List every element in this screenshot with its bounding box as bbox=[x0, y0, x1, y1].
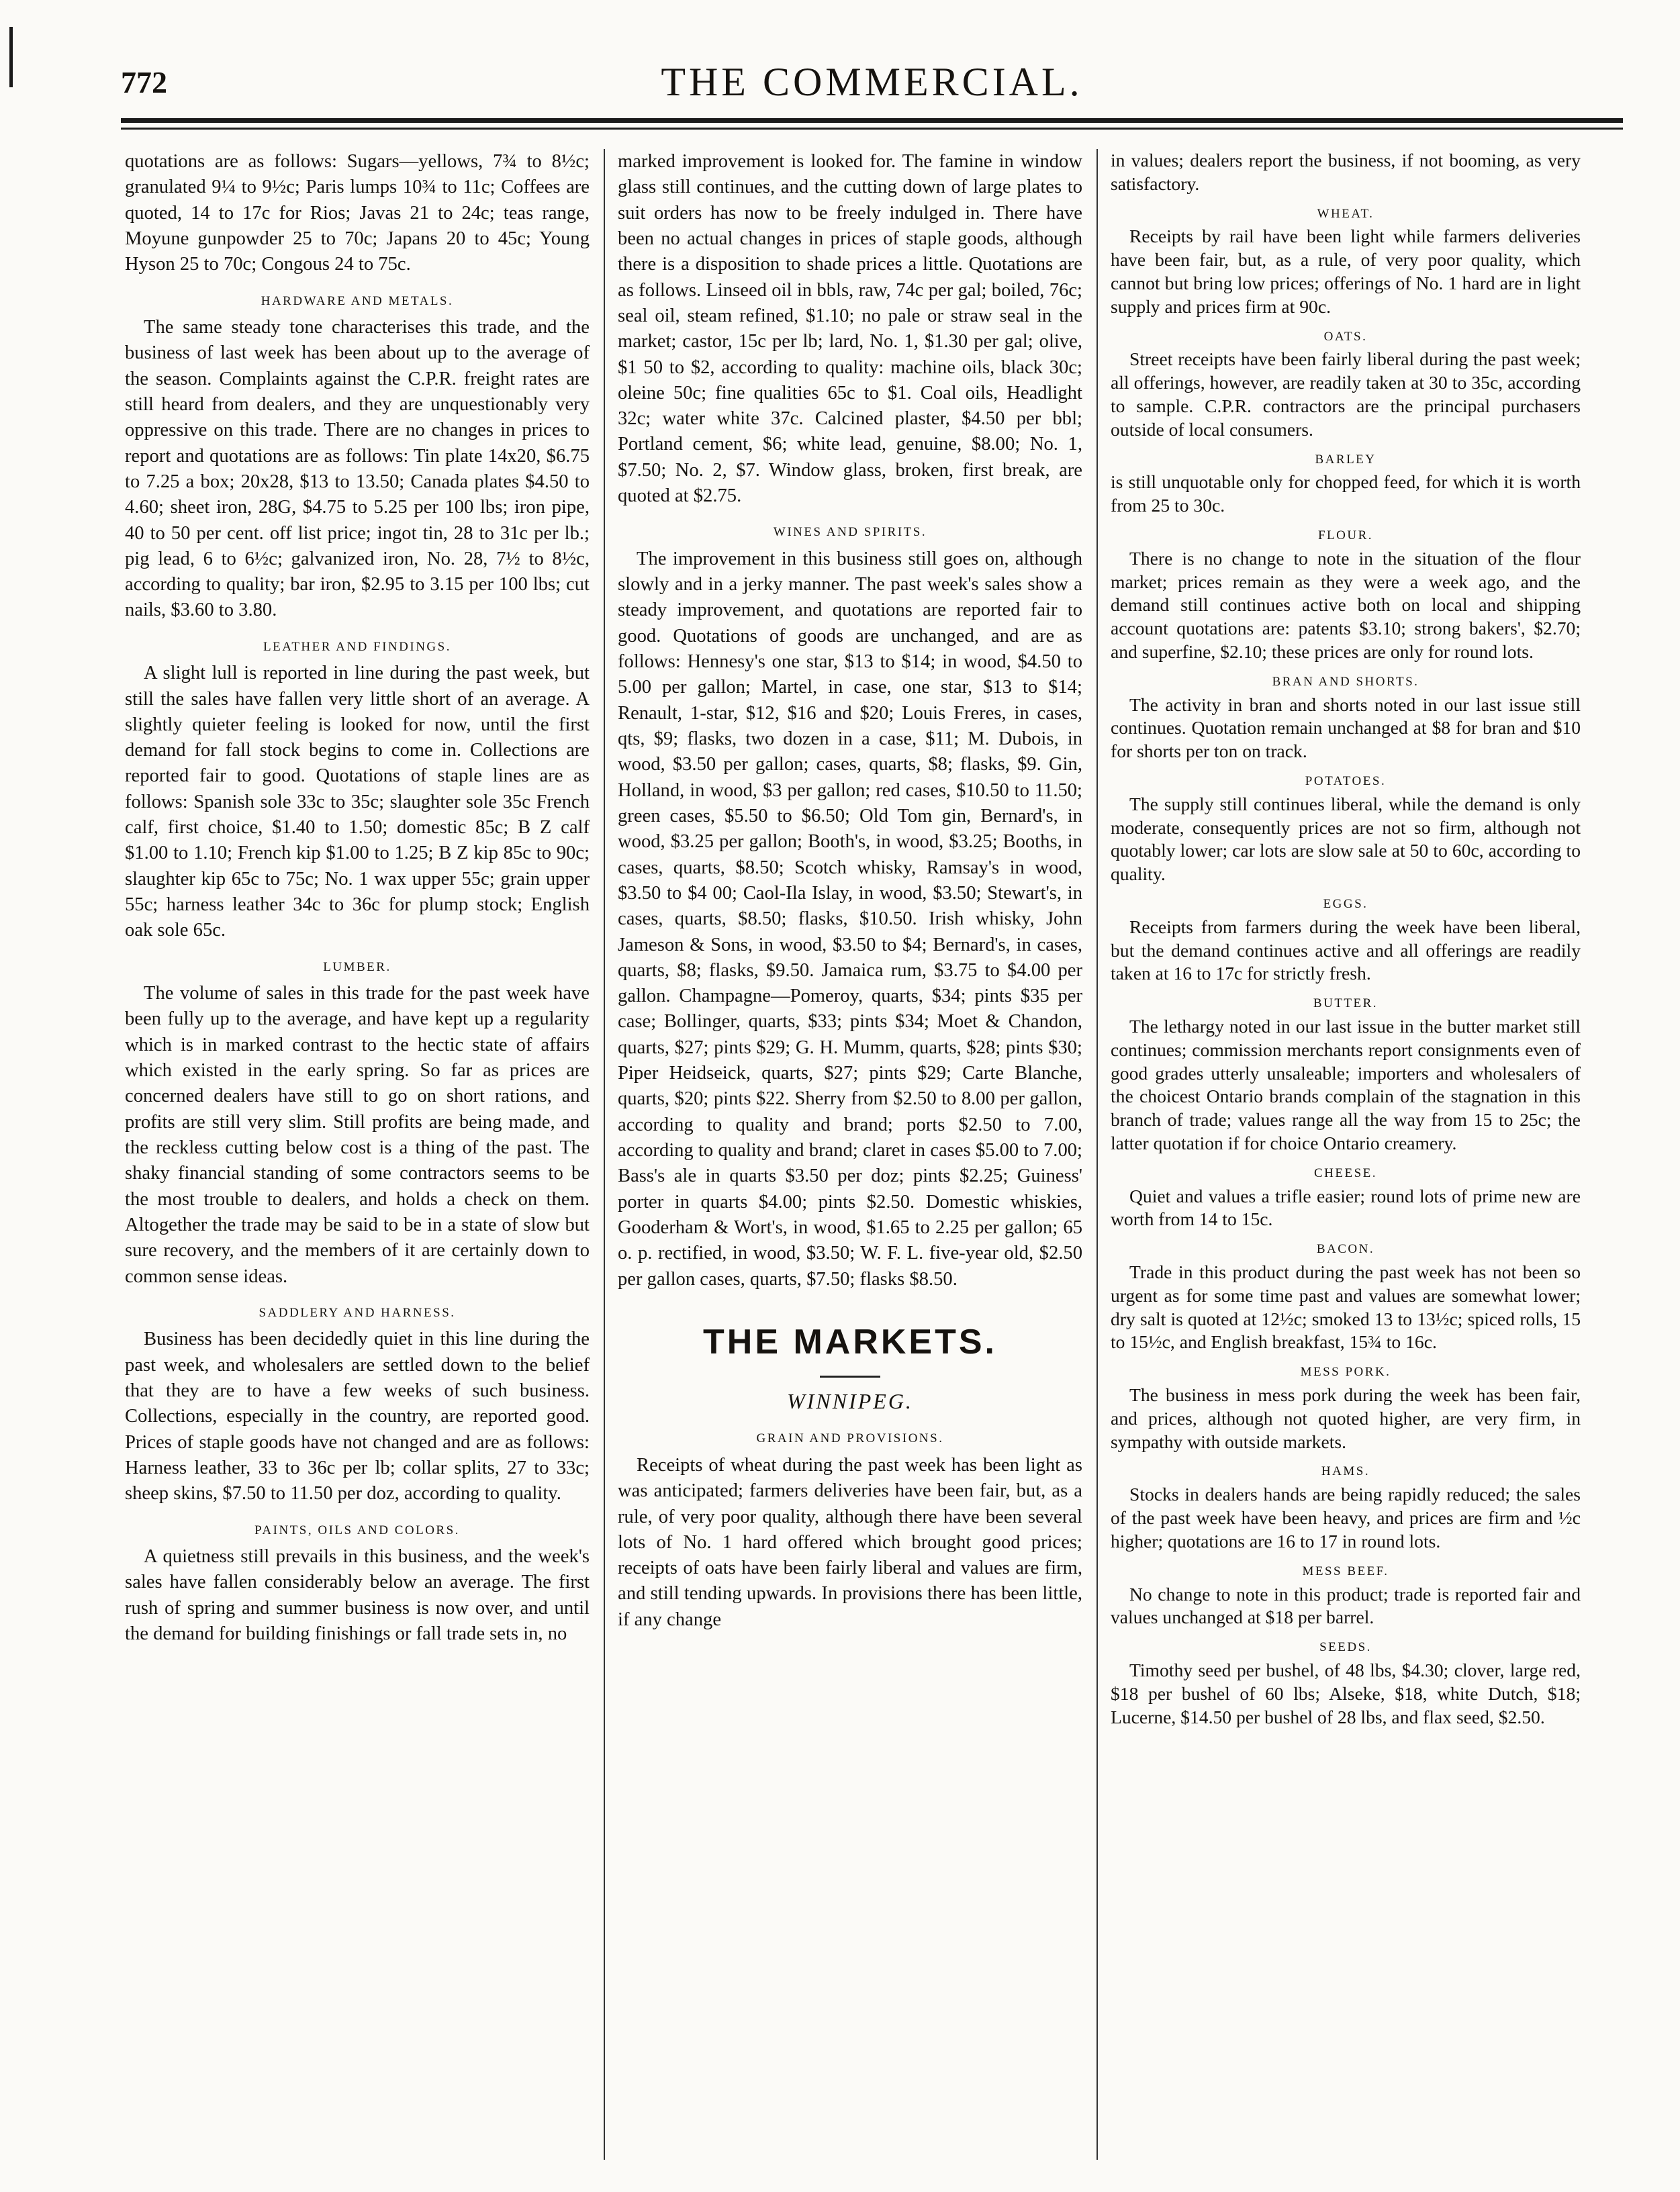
section-heading: GRAIN AND PROVISIONS. bbox=[756, 1431, 944, 1446]
masthead bbox=[121, 59, 1623, 107]
article-paragraph: marked improvement is looked for. The famine in window glass still continues, and the cutting down of large plates to suit orders has now to be freely indulged in. There have been no actual changes in prices of staple goods, although there is a disposition to shade prices a little. Quotations are as follows. Linseed oil in bbls, raw, 74c per gal; boiled, 76c; seal oil, steam refined, $1.10; no pale or straw seal in the market; castor, 15c per lb; lard, No. 1, $1.30 per gal; olive, $1 50 to $2, according to quality: machine oils, black 30c; oleine 50c; fine qualities 65c to $1. Coal oils, Headlight 32c; water white 37c. Calcined plaster, $4.50 per bbl; Portland cement, $6; white lead, genuine, $8.00; No. 1, $7.50; No. 2, $7. Window glass, broken, first break, are quoted at $2.75. bbox=[618, 151, 1082, 507]
column-separator bbox=[1096, 149, 1098, 2160]
markets-title: THE MARKETS. bbox=[703, 1322, 997, 1362]
article-paragraph: The same steady tone characterises this trade, and the business of last week has been about up to the average of the season. Complaints against the C.P.R. freight rates are still heard from dealers, and they are unquestionably very oppressive on this trade. There are no changes in prices to report and quotations are as follows: Tin plate 14x20, $6.75 to 7.25 a box; 20x28, $13 to 13.50; Canada plates $4.50 to 4.60; sheet iron, 28G, $4.75 to 5.25 per 100 lbs; iron pipe, 40 to 50 per cent. off list price; ingot tin, 28 to 31c per lb.; pig lead, 6 to 6½c; galvanized iron, No. 28, 7½ to 8½c, according to quality; bar iron, $2.95 to 3.15 per 100 lbs; cut nails, $3.60 to 3.80. bbox=[125, 317, 590, 621]
section-heading: WHEAT. bbox=[1317, 206, 1374, 221]
section-heading: MESS PORK. bbox=[1300, 1365, 1391, 1380]
section-heading: OATS. bbox=[1323, 329, 1368, 344]
article-paragraph: Stocks in dealers hands are being rapidly reduced; the sales of the past week have been heavy, and prices are firm and ½c higher; quotations are 16 to 17 in round lots. bbox=[1111, 1484, 1581, 1552]
header-rule-thick bbox=[121, 118, 1623, 123]
column-3 bbox=[1111, 149, 1581, 2160]
article-paragraph: Receipts from farmers during the week have been liberal, but the demand continues active and all offerings are readily taken at 16 to 17c for strictly fresh. bbox=[1111, 916, 1581, 984]
column-2 bbox=[618, 149, 1082, 2160]
section-heading: EGGS. bbox=[1323, 897, 1368, 911]
article-paragraph: The lethargy noted in our last issue in the butter market still continues; commission merchants report consignments even of good grades utterly unsaleable; importers and wholesalers of the choicest Ontario brands complain of the stagnation in this branch of trade; values range all the way from 15 to 25c; the latter quotation if for choice Ontario creamery. bbox=[1111, 1016, 1581, 1153]
article-paragraph: A slight lull is reported in line during the past week, but still the sales have fallen very little short of an average. A slightly quieter feeling is looked for now, until the first demand for fall stock begins to come in. Collections are reported fair to good. Quotations of staple lines are as follows: Spanish sole 33c to 35c; slaughter sole 35c French calf, first choice, $1.40 to 1.50; domestic 85c; B Z calf $1.00 to 1.10; French kip $1.00 to 1.25; B Z kip 85c to 90c; slaughter kip 65c to 75c; No. 1 wax upper 55c; grain upper 55c; harness leather 34c to 36c for plump stock; English oak sole 65c. bbox=[125, 663, 590, 941]
section-heading: BRAN AND SHORTS. bbox=[1272, 674, 1419, 689]
article-paragraph: quotations are as follows: Sugars—yellows, 7¾ to 8½c; granulated 9¼ to 9½c; Paris lumps 10¾ to 11c; Coffees are quoted, 14 to 17c for Rios; Javas 21 to 24c; teas range, Moyune gunpowder 25 to 70c; Japans 20 to 45c; Young Hyson 25 to 70c; Congous 24 to 75c. bbox=[125, 151, 590, 275]
section-heading: LUMBER. bbox=[323, 959, 391, 974]
markets-subtitle: WINNIPEG. bbox=[787, 1388, 913, 1413]
section-heading: MESS BEEF. bbox=[1302, 1564, 1389, 1578]
article-paragraph: Receipts of wheat during the past week has been light as was anticipated; farmers deliveries have been fair, but, as a rule, of very poor quality, although there have been several lots of No. 1 hard offered which brought good prices; receipts of oats have been fairly liberal and values are firm, and still tending upwards. In provisions there has been little, if any change bbox=[618, 1454, 1082, 1630]
section-heading: LEATHER AND FINDINGS. bbox=[263, 639, 451, 654]
article-paragraph: Street receipts have been fairly liberal during the past week; all offerings, however, are readily taken at 30 to 35c, according to sample. C.P.R. contractors are the principal purchasers outside of local consumers. bbox=[1111, 348, 1581, 440]
article-paragraph: The improvement in this business still goes on, although slowly and in a jerky manner. The past week's sales show a steady improvement, and quotations are reported fair to good. Quotations of goods are unchanged, and are as follows: Hennesy's one star, $13 to $14; in wood, $4.50 to 5.00 per gallon; Martel, in case, one star, $13 to $14; Renault, 1-star, $12, $16 and $20; Louis Freres, in cases, qts, $9; flasks, two dozen in a case, $11; M. Dubois, in wood, $3.50 per gallon; cases, quarts, $8; flasks, $9. Gin, Holland, in wood, $3 per gallon; red cases, $10.50 to 11.50; green cases, $5.50 to $6.50; Old Tom gin, Bernard's, in wood, $3.25 per gallon; Booth's, in wood, $3.25; Booths, in cases, quarts, $8.50; Scotch whisky, Ramsay's in wood, $3.50 to $4 00; Caol-Ila Islay, in wood, $3.50; Stewart's, in cases, quarts, $8.50; flasks, $10.50. Irish whisky, John Jameson & Sons, in wood, $3.50 to $4; Bernard's, in cases, quarts, $8; flasks, $9.50. Jamaica rum, $3.75 to $4.00 per gallon. Champagne—Pomeroy, quarts, $34; pints $35 per case; Bollinger, quarts, $33; pints $34; Moet & Chandon, quarts, $27; pints $29; G. H. Mumm, quarts, $28; pints $30; Piper Heidseick, quarts, $27; pints $29; Carte Blanche, quarts, $20; pints $22. Sherry from $2.50 to 8.00 per gallon, according to quality and brand; ports $2.50 to 7.00, according to quality and brand; claret in cases $5.00 to 7.00; Bass's ale in quarts $3.50 per doz; pints $2.25; Guiness' porter in quarts $4.00; pints $2.50. Domestic whiskies, Gooderham & Wort's, in wood, $1.65 to 2.25 per gallon; 65 o. p. rectified, in wood, $3.50; W. F. L. five-year old, $2.50 per gallon cases, quarts, $7.50; flasks $8.50. bbox=[618, 548, 1082, 1290]
article-paragraph: Timothy seed per bushel, of 48 lbs, $4.30; clover, large red, $18 per bushel of 60 lbs; Alseke, $18, white Dutch, $18; Lucerne, $14.50 per bushel of 28 lbs, and flax seed, $2.50. bbox=[1111, 1660, 1581, 1727]
section-heading: HARDWARE AND METALS. bbox=[261, 293, 454, 308]
article-paragraph: Business has been decidedly quiet in this line during the past week, and wholesalers are settled down to the belief that they are to have a few weeks of such business. Collections, especially in the country, are reported good. Prices of staple goods have not changed and are as follows: Harness leather, 33 to 36c per lb; collar splits, 27 to 33c; sheep skins, $7.50 to 11.50 per doz, according to quality. bbox=[125, 1329, 590, 1505]
article-paragraph: Trade in this product during the past week has not been so urgent as for some time past and values are somewhat lower; dry salt is quoted at 12½c; smoked 13 to 13½c; spiced rolls, 15 to 15½c, and English breakfast, 15¾ to 16c. bbox=[1111, 1261, 1581, 1353]
section-heading: BARLEY bbox=[1315, 452, 1376, 467]
article-paragraph: in values; dealers report the business, if not booming, as very satisfactory. bbox=[1111, 150, 1581, 194]
column-separator bbox=[604, 149, 605, 2160]
section-heading: SADDLERY AND HARNESS. bbox=[259, 1305, 456, 1320]
column-1 bbox=[125, 149, 590, 2160]
section-heading: CHEESE. bbox=[1313, 1165, 1378, 1180]
title-rule bbox=[820, 1376, 880, 1378]
section-heading: SEEDS. bbox=[1319, 1640, 1372, 1655]
article-paragraph: A quietness still prevails in this business, and the week's sales have fallen considerably below an average. The first rush of spring and summer business is now over, and until the demand for building finishings or fall trade sets in, no bbox=[125, 1545, 590, 1644]
article-paragraph: The business in mess pork during the week has been fair, and prices, although not quoted higher, are very firm, in sympathy with outside markets. bbox=[1111, 1384, 1581, 1452]
article-paragraph: No change to note in this product; trade is reported fair and values unchanged at $18 per barrel. bbox=[1111, 1583, 1581, 1628]
article-paragraph: The activity in bran and shorts noted in our last issue still continues. Quotation remain unchanged at $8 for bran and $10 for shorts per ton on track. bbox=[1111, 694, 1581, 762]
binding-edge-mark bbox=[9, 27, 13, 87]
header-rule-thin bbox=[121, 128, 1623, 130]
journal-title: THE COMMERCIAL. bbox=[661, 60, 1083, 104]
article-paragraph: There is no change to note in the situation of the flour market; prices remain as they were a week ago, and the demand still continues active both on local and shipping account quotations are: patents $3.10; strong bakers', $2.70; and superfine, $2.10; these prices are only for round lots. bbox=[1111, 547, 1581, 662]
section-heading: WINES AND SPIRITS. bbox=[773, 525, 927, 540]
section-heading: FLOUR. bbox=[1317, 528, 1374, 542]
article-paragraph: The volume of sales in this trade for the past week have been fully up to the average, and have kept up a regularity which is in marked contrast to the hectic state of affairs which existed in the early spring. So far as prices are concerned dealers have still to go on short rations, and profits are still very slim. Still profits are being made, and the reckless cutting below cost is a thing of the past. The shaky financial standing of some contractors seems to be the most trouble to dealers, and holds a check on them. Altogether the trade may be said to be in a state of slow but sure recovery, and the members of it are certainly down to common sense ideas. bbox=[125, 983, 590, 1287]
section-heading: BACON. bbox=[1316, 1242, 1375, 1257]
article-paragraph: The supply still continues liberal, while the demand is only moderate, consequently prices are not so firm, although not quotably lower; car lots are slow sale at 50 to 60c, according to quality. bbox=[1111, 793, 1581, 885]
section-heading: POTATOES. bbox=[1305, 774, 1387, 788]
article-paragraph: Receipts by rail have been light while farmers deliveries have been fair, but, as a rule, of very poor quality, which cannot but bring low prices; offerings of No. 1 hard are in light supply and prices firm at 90c. bbox=[1111, 226, 1581, 317]
article-paragraph: is still unquotable only for chopped feed, for which it is worth from 25 to 30c. bbox=[1111, 471, 1581, 516]
article-paragraph: Quiet and values a trifle easier; round lots of prime new are worth from 14 to 15c. bbox=[1111, 1185, 1581, 1230]
section-heading: PAINTS, OILS AND COLORS. bbox=[254, 1523, 460, 1537]
section-heading: HAMS. bbox=[1321, 1464, 1370, 1479]
page-number: 772 bbox=[121, 65, 167, 99]
section-heading: BUTTER. bbox=[1313, 996, 1379, 1011]
